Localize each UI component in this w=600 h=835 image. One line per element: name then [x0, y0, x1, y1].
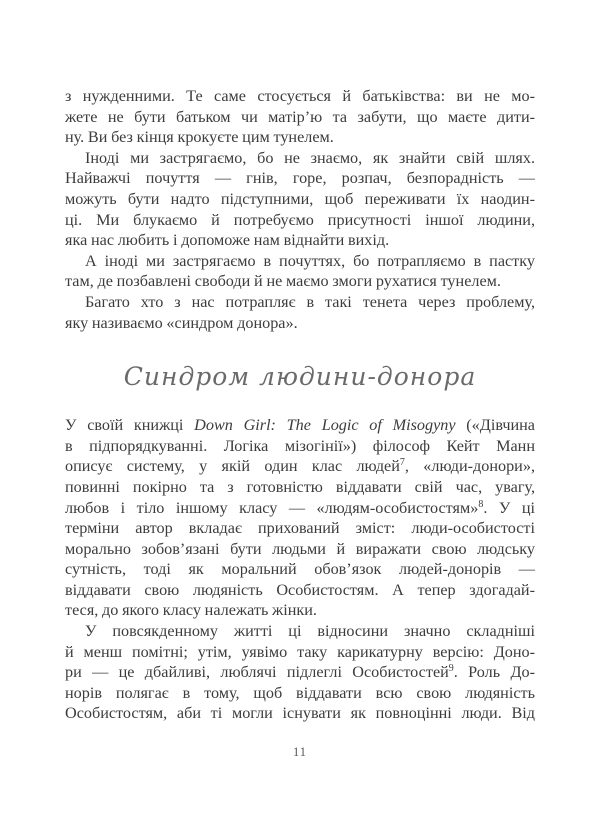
- text-line: [65, 148, 535, 169]
- text-span: ну. Ви без кінця крокуєте цим тунелем.: [65, 128, 334, 147]
- text-span: («Дівчина: [455, 416, 535, 435]
- text-line: [65, 251, 535, 272]
- text-span: А іноді ми застрягаємо в почуттях, бо потрапляємо в пастку: [85, 251, 535, 270]
- text-span: морально зобов’язані бути людьми й виражати свою людську: [65, 539, 535, 558]
- text-span: яку називаємо «синдром донора».: [65, 313, 298, 332]
- text-line: [65, 436, 535, 457]
- text-span: яка нас любить і допоможе нам віднайти вихід.: [65, 231, 390, 250]
- text-span: У своїй книжці: [65, 416, 195, 435]
- text-span: любов і тіло іншому класу — «людям-особистостям»: [65, 498, 479, 517]
- text-line: [65, 559, 535, 580]
- text-span: ри — це дбайливі, люблячі підлеглі Особистостей: [65, 663, 449, 682]
- text-span: Особистостям, аби ті могли існувати як повноцінні люди. Від: [65, 704, 535, 723]
- text-line: [65, 498, 535, 519]
- text-line: [65, 107, 535, 128]
- text-block: [65, 86, 535, 724]
- text-line: [65, 86, 535, 107]
- paragraph: [65, 251, 535, 292]
- text-line: [65, 477, 535, 498]
- text-line: [65, 127, 535, 148]
- text-span: жете не бути батьком чи матір’ю та забути, що маєте дити-: [65, 107, 535, 126]
- text-span: терміни автор вкладає прихований зміст: люди-особистості: [65, 519, 535, 538]
- text-span: ці. Ми блукаємо й потребуємо присутності іншої людини,: [65, 210, 535, 229]
- text-span: , «люди-донори»,: [404, 457, 535, 476]
- italic-title: Down Girl: The Logic of Misogyny: [194, 416, 456, 435]
- paragraph: [65, 621, 535, 724]
- paragraph: [65, 292, 535, 333]
- paragraph: [65, 86, 535, 148]
- text-line: [65, 415, 535, 436]
- paragraph: [65, 415, 535, 621]
- text-span: Багато хто з нас потрапляє в такі тенета через проблему,: [85, 292, 535, 311]
- text-span: . Роль До-: [453, 663, 535, 682]
- text-line: [65, 518, 535, 539]
- text-span: й менш помітні; утім, уявімо таку карикатурну версію: Доно-: [65, 642, 535, 661]
- text-span: з нужденними. Те саме стосується й батьківства: ви не мо-: [65, 87, 535, 105]
- text-span: Іноді ми застрягаємо, бо не знаємо, як знайти свій шлях.: [85, 148, 535, 167]
- text-span: описує систему, у якій один клас людей: [65, 457, 400, 476]
- text-span: можуть бути надто підступними, щоб переживати їх наодин-: [65, 189, 535, 208]
- text-line: [65, 210, 535, 231]
- text-line: [65, 683, 535, 704]
- text-line: [65, 271, 535, 292]
- text-line: [65, 292, 535, 313]
- text-span: в підпорядкуванні. Логіка мізогінії») філософ Кейт Манн: [65, 436, 535, 455]
- text-span: Найважчі почуття — гнів, горе, розпач, безпорадність —: [65, 169, 535, 188]
- text-line: [65, 621, 535, 642]
- text-line: [65, 662, 535, 683]
- text-line: [65, 642, 535, 663]
- text-line: [65, 168, 535, 189]
- text-span: У повсякденному житті ці відносини значно складніші: [85, 622, 535, 641]
- page-number: 11: [292, 745, 308, 759]
- text-span: . У ці: [483, 498, 535, 517]
- section-heading: Синдром людини-донора: [123, 362, 477, 392]
- text-line: [65, 189, 535, 210]
- text-line: [65, 580, 535, 601]
- text-line: [65, 230, 535, 251]
- text-line: [65, 600, 535, 621]
- text-line: [65, 539, 535, 560]
- text-line: [65, 313, 535, 334]
- text-span: норів полягає в тому, щоб віддавати всю свою людяність: [65, 683, 535, 702]
- footnote-marker: 9: [448, 663, 454, 675]
- footnote-marker: 8: [478, 498, 484, 510]
- text-span: повинні покірно та з готовністю віддавати свій час, увагу,: [65, 477, 535, 496]
- text-span: сутність, тоді як моральний обов’язок людей-донорів —: [65, 560, 535, 579]
- paragraph: [65, 148, 535, 251]
- text-span: теся, до якого класу належать жінки.: [65, 601, 317, 620]
- text-span: там, де позбавлені свободи й не маємо змоги рухатися тунелем.: [65, 272, 501, 291]
- text-span: віддавати свою людяність Особистостям. А тепер здогадай-: [65, 580, 535, 599]
- text-line: [65, 456, 535, 477]
- text-line: [65, 703, 535, 724]
- footnote-marker: 7: [399, 457, 405, 469]
